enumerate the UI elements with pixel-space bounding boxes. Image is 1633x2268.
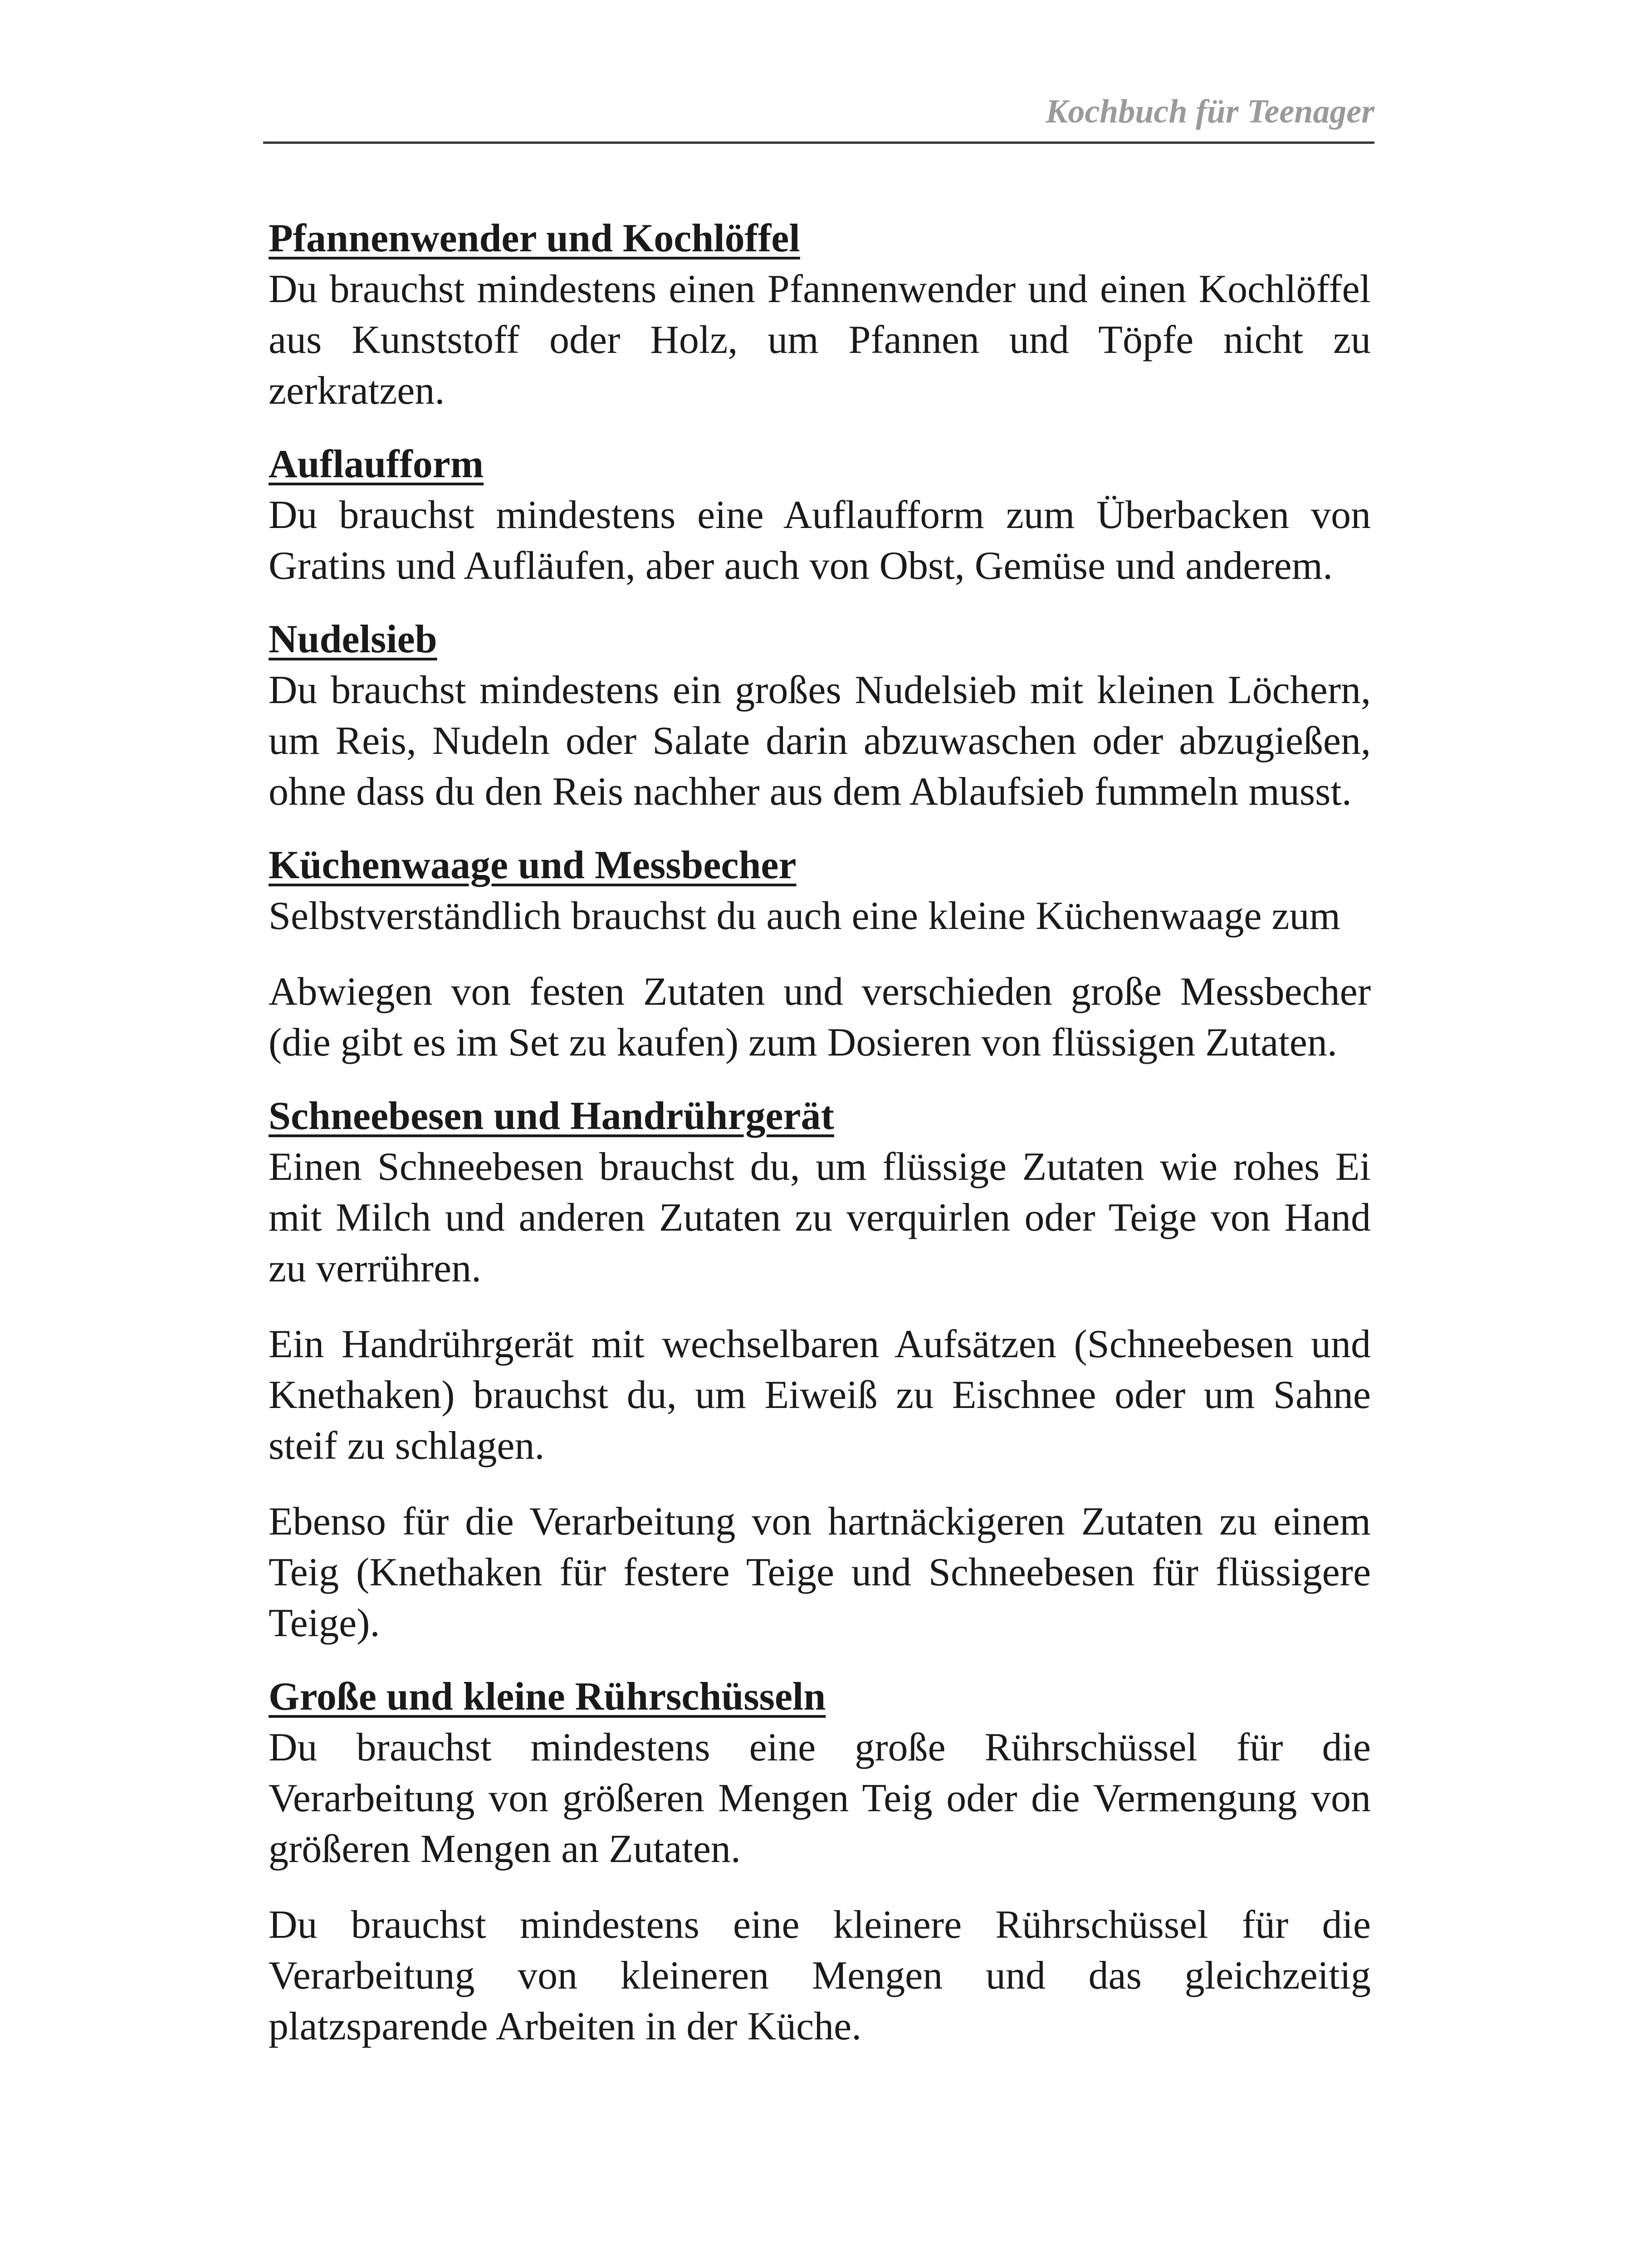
section-pfannenwender	[269, 213, 1371, 416]
section-heading: Pfannenwender und Kochlöffel	[269, 216, 800, 260]
section-paragraph: Einen Schneebesen brauchst du, um flüssige Zutaten wie rohes Ei mit Milch und anderen Zutaten zu verquirlen oder Teige von Hand zu verrühren.	[269, 1145, 1371, 1290]
section-auflaufform	[269, 439, 1371, 591]
section-heading: Nudelsieb	[269, 617, 437, 661]
section-paragraph: Du brauchst mindestens eine Auflaufform zum Überbacken von Gratins und Aufläufen, aber auch von Obst, Gemüse und anderem.	[269, 493, 1371, 588]
running-header-title: Kochbuch für Teenager	[1045, 93, 1374, 130]
page-body	[269, 213, 1371, 2075]
section-kuechenwaage	[269, 840, 1371, 1068]
section-paragraph: Du brauchst mindestens einen Pfannenwender und einen Kochlöffel aus Kunststoff oder Holz, um Pfannen und Töpfe nicht zu zerkratzen.	[269, 267, 1371, 413]
section-schneebesen	[269, 1091, 1371, 1649]
section-heading: Küchenwaage und Messbecher	[269, 843, 797, 887]
section-heading: Große und kleine Rührschüsseln	[269, 1675, 826, 1719]
section-heading: Schneebesen und Handrührgerät	[269, 1094, 834, 1138]
section-paragraph: Ein Handrührgerät mit wechselbaren Aufsätzen (Schneebesen und Knethaken) brauchst du, um Eiweiß zu Eischnee oder um Sahne steif zu schlagen.	[269, 1322, 1371, 1468]
section-paragraph: Du brauchst mindestens eine kleinere Rührschüssel für die Verarbeitung von kleineren Mengen und das gleichzeitig platzsparende Arbeiten in der Küche.	[269, 1903, 1371, 2048]
section-ruehrschuesseln	[269, 1672, 1371, 2052]
section-paragraph: Abwiegen von festen Zutaten und verschieden große Messbecher (die gibt es im Set zu kaufen) zum Dosieren von flüssigen Zutaten.	[269, 970, 1371, 1065]
section-heading: Auflaufform	[269, 442, 484, 486]
section-paragraph: Du brauchst mindestens eine große Rührschüssel für die Verarbeitung von größeren Mengen Teig oder die Vermengung von größeren Mengen an Zutaten.	[269, 1725, 1371, 1871]
section-paragraph: Selbstverständlich brauchst du auch eine kleine Küchenwaage zum	[269, 894, 1340, 938]
section-paragraph: Du brauchst mindestens ein großes Nudelsieb mit kleinen Löchern, um Reis, Nudeln oder Salate darin abzuwaschen oder abzugießen, ohne dass du den Reis nachher aus dem Ablaufsieb fummeln musst.	[269, 668, 1371, 814]
section-nudelsieb	[269, 614, 1371, 817]
section-paragraph: Ebenso für die Verarbeitung von hartnäckigeren Zutaten zu einem Teig (Knethaken für festere Teige und Schneebesen für flüssigere Teige).	[269, 1500, 1371, 1645]
header-divider	[263, 142, 1374, 144]
